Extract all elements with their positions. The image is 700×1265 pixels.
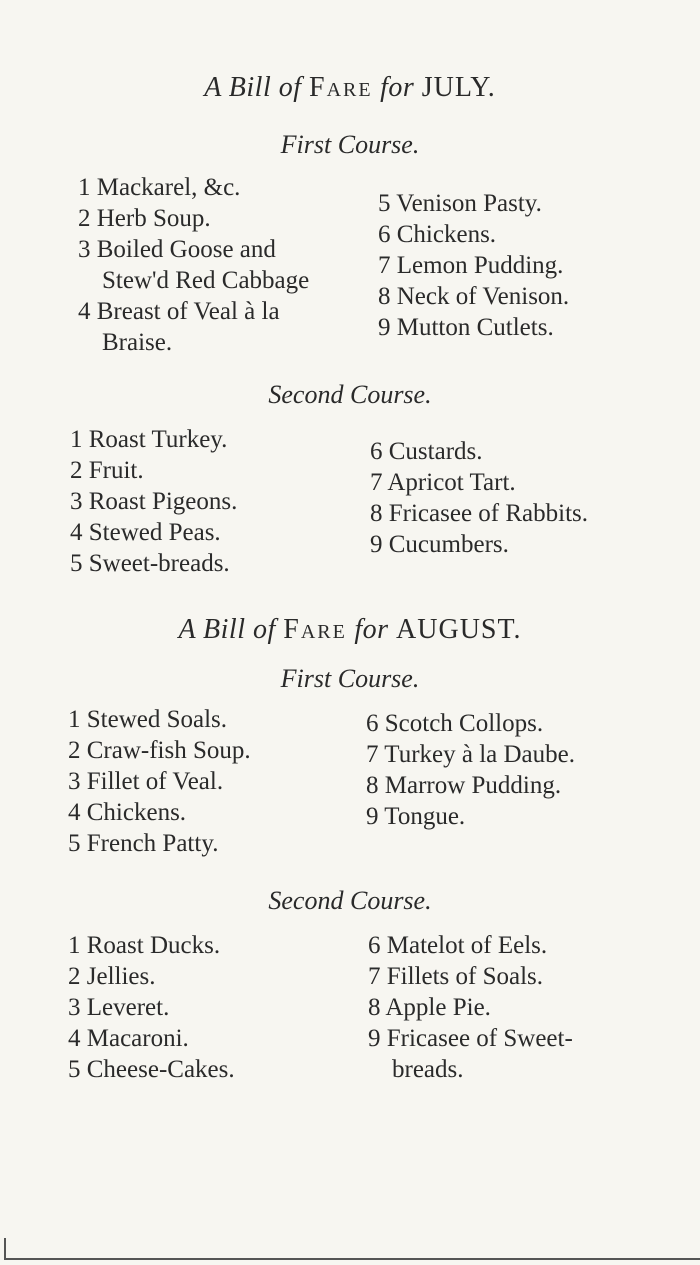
- menu-item: [370, 498, 588, 529]
- menu-item-text: 7 Fillets of Soals.: [368, 963, 544, 990]
- page-edge-mark: [4, 1238, 6, 1260]
- menu-item: [78, 172, 309, 203]
- menu-column-left: [68, 930, 235, 1085]
- menu-item: [368, 1023, 573, 1085]
- bill-title-july: [0, 72, 700, 104]
- menu-item-text: 1 Mackarel, &c.: [78, 174, 241, 201]
- menu-column-left: [68, 704, 251, 859]
- menu-item: [70, 424, 237, 455]
- course-title-july-second: Second Course.: [268, 380, 432, 409]
- menu-item: [366, 739, 575, 770]
- menu-item: [68, 704, 251, 735]
- menu-item-text: 9 Mutton Cutlets.: [378, 314, 554, 341]
- menu-item-text: 4 Chickens.: [68, 799, 187, 826]
- menu-item-text: 6 Scotch Collops.: [366, 710, 544, 737]
- menu-item-text: 7 Apricot Tart.: [370, 469, 516, 496]
- title-prefix: A Bill of: [204, 72, 302, 103]
- menu-item-text: 2 Jellies.: [68, 963, 156, 990]
- menu-item-text: 7 Turkey à la Daube.: [366, 741, 575, 768]
- menu-item-text: 4 Macaroni.: [68, 1025, 189, 1052]
- menu-item-text: 9 Fricasee of Sweet-: [368, 1025, 573, 1052]
- menu-item-text: 6 Matelot of Eels.: [368, 932, 548, 959]
- menu-item: [78, 234, 309, 296]
- menu-item-text: 8 Marrow Pudding.: [366, 772, 562, 799]
- menu-item: [68, 766, 251, 797]
- menu-item-text: 3 Boiled Goose and: [78, 236, 276, 263]
- menu-item-continuation: Stew'd Red Cabbage: [102, 267, 310, 294]
- menu-column-right: [366, 708, 575, 832]
- menu-item: [366, 801, 575, 832]
- menu-item-text: 5 Sweet-breads.: [70, 550, 230, 577]
- menu-item-text: 6 Custards.: [370, 438, 483, 465]
- course-title-july-first: First Course.: [280, 130, 420, 159]
- menu-item: [368, 961, 573, 992]
- menu-item-continuation: breads.: [392, 1056, 464, 1083]
- menu-item: [78, 203, 309, 234]
- title-month: JULY.: [421, 72, 496, 103]
- menu-item: [366, 770, 575, 801]
- menu-item-text: 4 Breast of Veal à la: [78, 298, 280, 325]
- menu-item: [378, 219, 569, 250]
- menu-item: [366, 708, 575, 739]
- menu-item: [70, 517, 237, 548]
- menu-column-right: [368, 930, 573, 1085]
- bill-title-august: [0, 614, 700, 646]
- title-for: for: [354, 614, 389, 645]
- menu-item: [70, 455, 237, 486]
- menu-item: [68, 1023, 235, 1054]
- menu-item: [70, 548, 237, 579]
- title-prefix: A Bill of: [178, 614, 276, 645]
- menu-item-text: 1 Stewed Soals.: [68, 706, 228, 733]
- menu-item-text: 9 Cucumbers.: [370, 531, 509, 558]
- menu-item: [370, 467, 588, 498]
- menu-item: [370, 436, 588, 467]
- menu-item: [78, 296, 309, 358]
- menu-item: [370, 529, 588, 560]
- menu-item-text: 2 Craw-fish Soup.: [68, 737, 251, 764]
- title-month: AUGUST.: [396, 614, 522, 645]
- menu-item: [70, 486, 237, 517]
- menu-item: [68, 797, 251, 828]
- menu-item-text: 8 Fricasee of Rabbits.: [370, 500, 589, 527]
- menu-item-text: 2 Fruit.: [70, 457, 144, 484]
- menu-item-text: 5 Venison Pasty.: [378, 190, 542, 217]
- menu-item: [368, 930, 573, 961]
- menu-item: [368, 992, 573, 1023]
- menu-column-right: [378, 188, 569, 343]
- bottom-rule: [6, 1258, 700, 1260]
- menu-item-text: 9 Tongue.: [366, 803, 466, 830]
- menu-item: [68, 735, 251, 766]
- menu-item-text: 3 Leveret.: [68, 994, 170, 1021]
- menu-item-text: 2 Herb Soup.: [78, 205, 211, 232]
- menu-item: [68, 828, 251, 859]
- menu-item: [378, 250, 569, 281]
- menu-item-text: 7 Lemon Pudding.: [378, 252, 564, 279]
- title-for: for: [380, 72, 415, 103]
- menu-item-text: 5 Cheese-Cakes.: [68, 1056, 235, 1083]
- menu-column-left: [70, 424, 237, 579]
- menu-item-text: 3 Roast Pigeons.: [70, 488, 238, 515]
- menu-item-text: 1 Roast Turkey.: [70, 426, 228, 453]
- menu-item: [68, 1054, 235, 1085]
- title-fare: Fare: [309, 72, 373, 103]
- menu-item-text: 8 Apple Pie.: [368, 994, 491, 1021]
- course-title-august-second: Second Course.: [268, 886, 432, 915]
- menu-item-text: 8 Neck of Venison.: [378, 283, 570, 310]
- menu-item: [68, 961, 235, 992]
- menu-item-text: 4 Stewed Peas.: [70, 519, 221, 546]
- menu-item-text: 1 Roast Ducks.: [68, 932, 221, 959]
- course-title-august-first: First Course.: [280, 664, 420, 693]
- menu-item: [68, 930, 235, 961]
- menu-item: [378, 312, 569, 343]
- menu-item: [378, 281, 569, 312]
- menu-item-text: 3 Fillet of Veal.: [68, 768, 224, 795]
- menu-item-text: 5 French Patty.: [68, 830, 219, 857]
- menu-column-left: [78, 172, 309, 358]
- menu-column-right: [370, 436, 588, 560]
- menu-item: [68, 992, 235, 1023]
- menu-item: [378, 188, 569, 219]
- menu-item-continuation: Braise.: [102, 329, 173, 356]
- title-fare: Fare: [283, 614, 347, 645]
- menu-item-text: 6 Chickens.: [378, 221, 497, 248]
